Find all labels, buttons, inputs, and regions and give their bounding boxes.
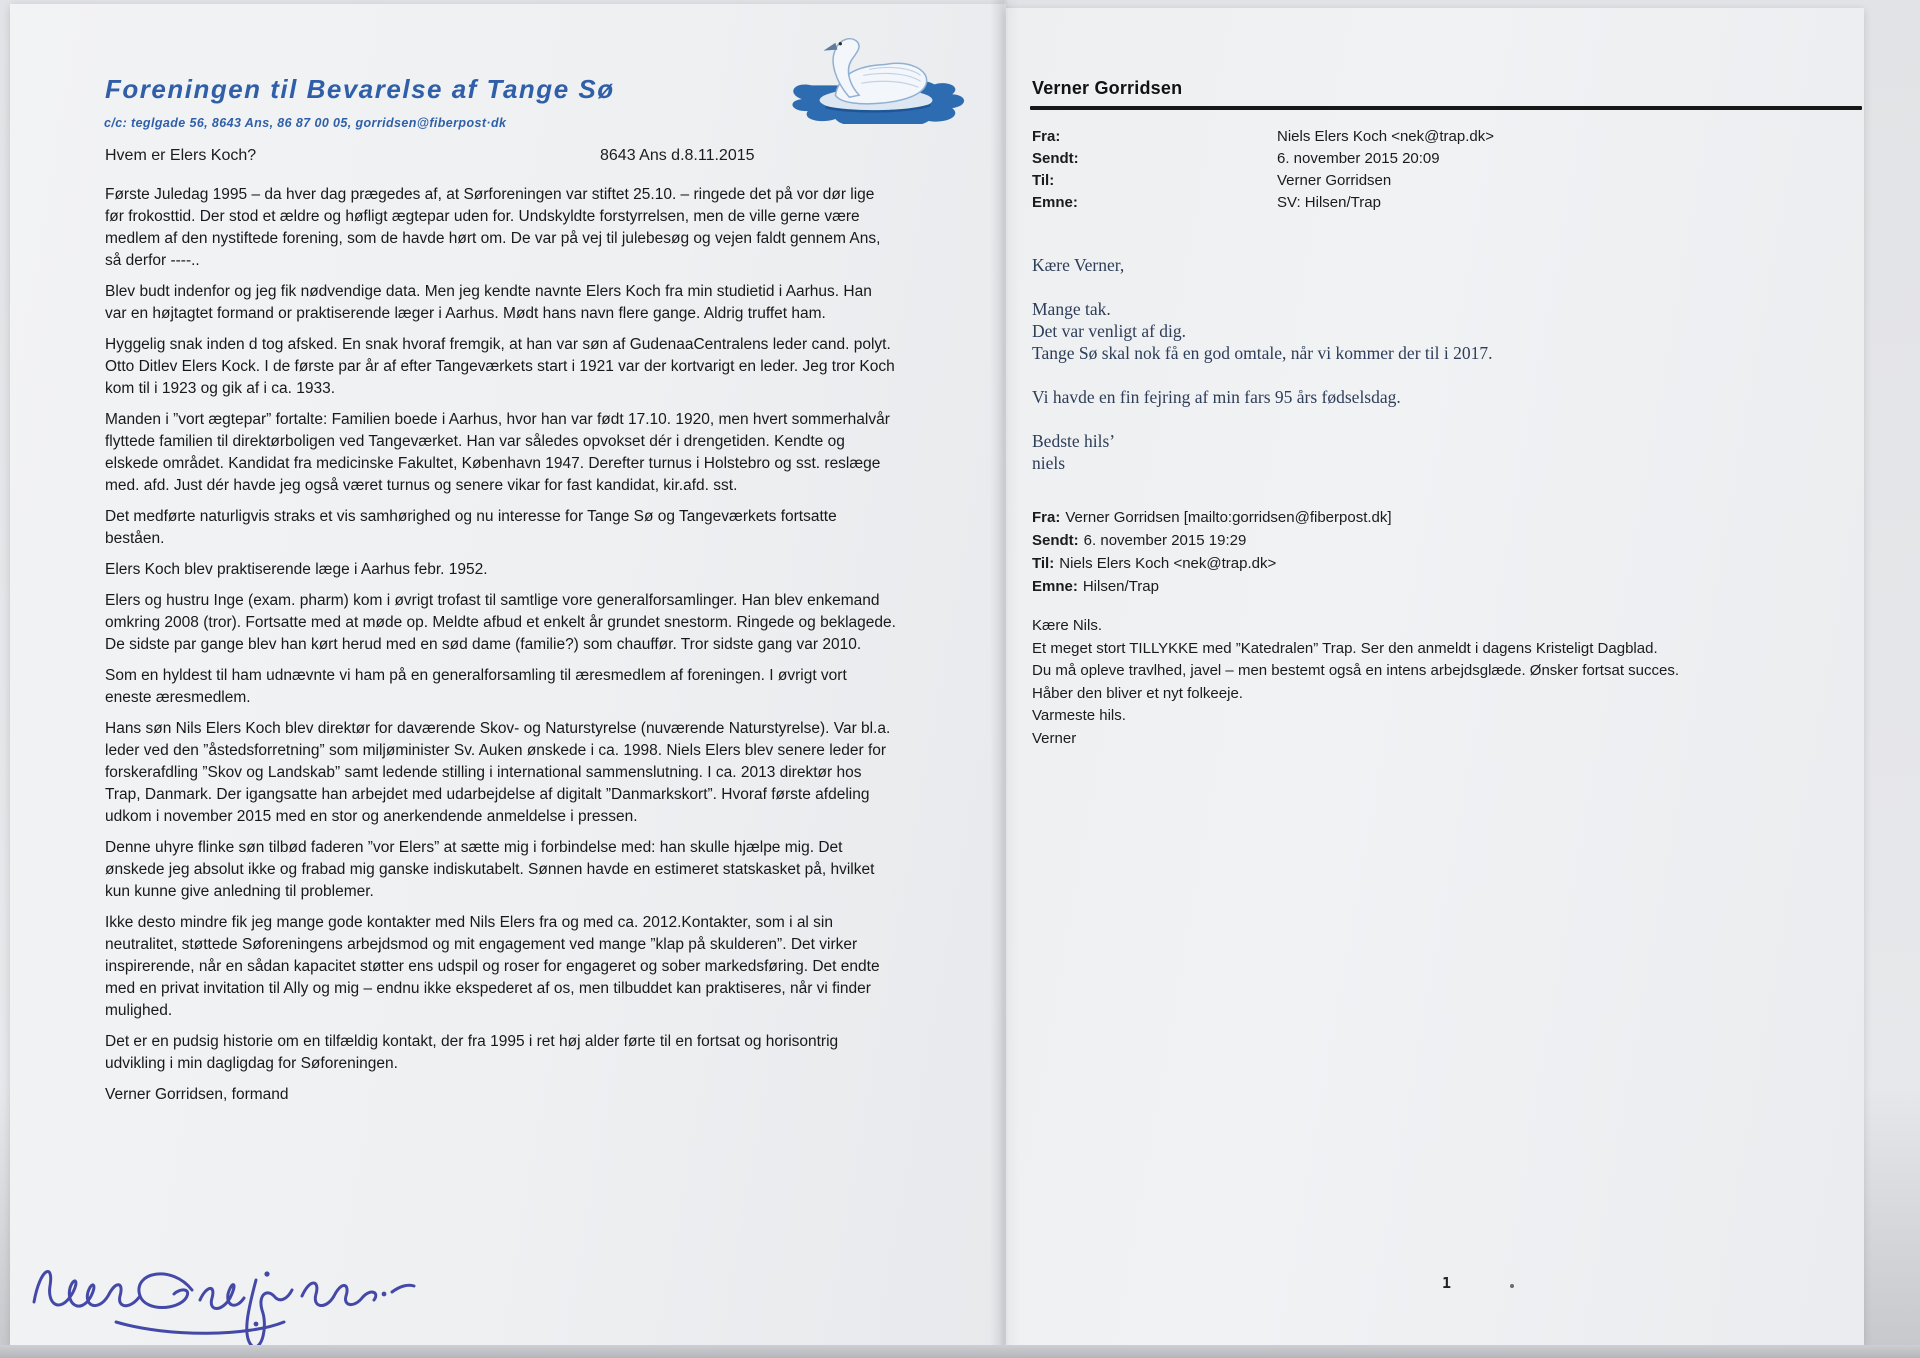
- org-contact-line: c/c: teglgade 56, 8643 Ans, 86 87 00 05, gorridsen@fiberpost·dk: [104, 116, 507, 130]
- field-label: Fra:: [1032, 509, 1061, 526]
- field-label: Sendt:: [1032, 150, 1079, 167]
- field-value: Niels Elers Koch <nek@trap.dk>: [1059, 555, 1277, 572]
- field-label: Emne:: [1032, 194, 1078, 211]
- letter-page: [10, 4, 1006, 1346]
- email-header-fields: [1032, 128, 1494, 216]
- header-row-to: [1032, 172, 1494, 194]
- field-label: Til:: [1032, 172, 1055, 189]
- email-body-line: Kære Verner,: [1032, 255, 1125, 275]
- field-value: Verner Gorridsen: [1277, 172, 1392, 189]
- quoted-header-to: [1032, 552, 1392, 575]
- paragraph: Ikke desto mindre fik jeg mange gode kontakter med Nils Elers fra og med ca. 2012.Kontakter, som i al sin neutralitet, støttede Søforeningens arbejdsmod og mit engagement ved mange ”klap på skulderen”. Det virker inspirerende, når en sådan kapacitet støtter ens udspil og roser for engageret og sober markedsføring. Det endte med en privat invitation til Ally og mig – endnu ikke ekspederet af os, men tilbuddet kan praktiseres, når vi finder mulighed.: [105, 914, 880, 1019]
- field-label: Emne:: [1032, 578, 1078, 595]
- field-label: Sendt:: [1032, 532, 1079, 549]
- field-value: Hilsen/Trap: [1082, 578, 1159, 595]
- field-value: Niels Elers Koch <nek@trap.dk>: [1277, 128, 1494, 145]
- page-number: 1: [1442, 1274, 1452, 1292]
- signoff-name: Verner Gorridsen, formand: [105, 1086, 289, 1103]
- header-row-subject: [1032, 194, 1494, 216]
- swan-beak: [824, 43, 838, 51]
- paragraph: Første Juledag 1995 – da hver dag prægedes af, at Sørforeningen var stiftet 25.10. – ringede det på vor dør lige før frokosttid. Der stod et ældre og høfligt ægtepar uden for. Undskyldte forstyrrelsen, men de ville gerne være medlem af den nystiftede forening, som de havde hørt om. De var på vej til julebesøg og vejen faldt gennem Ans, så derfor ----..: [105, 186, 881, 269]
- handwritten-signature: [20, 1254, 430, 1346]
- email-body-line: Det var venligt af dig.: [1032, 321, 1187, 341]
- quoted-email-body: [1032, 615, 1852, 750]
- email-body-line: Vi havde en fin fejring af min fars 95 års fødselsdag.: [1032, 387, 1401, 407]
- paragraph: Som en hyldest til ham udnævnte vi ham på en generalforsamling til æresmedlem af foreningen. I øvrigt vort eneste æresmedlem.: [105, 667, 847, 706]
- quoted-body-line: Kære Nils.: [1032, 617, 1103, 634]
- email-body: [1032, 254, 1844, 474]
- email-body-line: Mange tak.: [1032, 299, 1111, 319]
- letter-dateline: 8643 Ans d.8.11.2015: [600, 147, 755, 164]
- field-label: Fra:: [1032, 128, 1061, 145]
- paragraph: Det er en pudsig historie om en tilfældig kontakt, der fra 1995 i ret høj alder førte til en fortsat og horisontrig udvikling i min dagligdag for Søforeningen.: [105, 1033, 839, 1072]
- email-body-line: [1032, 408, 1844, 430]
- email-body-line: Tange Sø skal nok få en god omtale, når vi kommer der til i 2017.: [1032, 343, 1493, 363]
- table-surface-edge: [0, 1345, 1920, 1358]
- quoted-body-line: Varmeste hils.: [1032, 707, 1126, 724]
- paragraph: Elers og hustru Inge (exam. pharm) kom i øvrigt trofast til samtlige vore generalforsamlinger. Han blev enkemand omkring 2008 (tror). Fortsatte med at møde op. Meldte afbud et enkelt år grundet snestorm. Ringede og beklagede. De sidste par gange blev han kørt herud med en sød dame (familie?) som chauffør. Tror sidste gang var 2010.: [105, 592, 896, 653]
- quoted-header-from: [1032, 506, 1392, 529]
- title-rule: [1030, 106, 1862, 110]
- paragraph: Hyggelig snak inden d tog afsked. En snak hvoraf fremgik, at han var søn af GudenaaCentralens leder cand. polyt. Otto Ditlev Elers Kock. I de første par år af efter Tangeværkets start i 1921 var der kortvarigt en leder. Jeg tror Koch kom til i 1923 og gik af i ca. 1933.: [105, 336, 895, 397]
- field-value: 6. november 2015 19:29: [1083, 532, 1247, 549]
- paragraph: Elers Koch blev praktiserende læge i Aarhus febr. 1952.: [105, 561, 488, 578]
- quoted-email-header: [1032, 506, 1392, 598]
- paragraph: Manden i ”vort ægtepar” fortalte: Familien boede i Aarhus, hvor han var født 17.10. 1920, men hvert sommerhalvår flyttede familien til direktørboligen ved Tangeværket. Han var således opvokset dér i drengetiden. Kendte og elskede området. Kandidat fra medicinske Fakultet, København 1947. Derefter turnus i Holstebro og sst. reslæge med. afd. Just dér havde jeg også været turnus og senere vikar for fast kandidat, kir.afd. sst.: [105, 411, 890, 494]
- email-body-line: niels: [1032, 453, 1066, 473]
- email-page: [1006, 8, 1864, 1346]
- swan-logo-icon: [778, 10, 976, 124]
- paragraph: Det medførte naturligvis straks et vis samhørighed og nu interesse for Tange Sø og Tangeværkets fortsatte beståen.: [105, 508, 837, 547]
- quoted-body-line: Et meget stort TILLYKKE med ”Katedralen” Trap. Ser den anmeldt i dagens Kristeligt Dagblad.: [1032, 639, 1658, 657]
- quoted-body-line: Verner: [1032, 729, 1077, 747]
- org-name: Foreningen til Bevarelse af Tange Sø: [105, 74, 615, 104]
- email-body-line: [1032, 276, 1844, 298]
- letter-body: [105, 184, 897, 1115]
- page-fold-shadow: [990, 0, 1020, 1358]
- quoted-body-line: Håber den bliver et nyt folkeeje.: [1032, 684, 1243, 702]
- field-label: Til:: [1032, 555, 1055, 572]
- email-body-line: [1032, 364, 1844, 386]
- paragraph: Hans søn Nils Elers Koch blev direktør for daværende Skov- og Naturstyrelse (nuværende Naturstyrelse). Var bl.a. leder ved den ”åstedsforretning” som miljøminister Sv. Auken ønskede i ca. 1998. Niels Elers blev senere leder for forskerafdling ”Skov og Landskab” samt ledende stilling i international sammenslutning. I ca. 2013 direktør hos Trap, Danmark. Der igangsatte han arbejdet med udarbejdelse af digitalt ”Danmarkskort”. Hvoraf første afdeling udkom i november 2015 med en stor og anerkendende anmeldelse i pressen.: [105, 720, 891, 825]
- quoted-header-sent: [1032, 529, 1392, 552]
- quoted-header-subject: [1032, 575, 1392, 598]
- header-row-from: [1032, 128, 1494, 150]
- email-owner-title: Verner Gorridsen: [1032, 78, 1183, 98]
- header-row-sent: [1032, 150, 1494, 172]
- paragraph: Denne uhyre flinke søn tilbød faderen ”vor Elers” at sætte mig i forbindelse med: han skulle hjælpe mig. Det ønskede jeg absolut ikke og frabad mig ganske indiskutabelt. Sønnen havde en estimeret statskasket på, hvilket kun kunne give anledning til problemer.: [105, 839, 875, 900]
- field-value: SV: Hilsen/Trap: [1277, 194, 1381, 211]
- field-value: 6. november 2015 20:09: [1277, 150, 1440, 167]
- stray-dot: [1510, 1284, 1514, 1288]
- paragraph: Blev budt indenfor og jeg fik nødvendige data. Men jeg kendte navnte Elers Koch fra min studietid i Aarhus. Han var en højtagtet formand or praktiserende læger i Aarhus. Mødt hans navn flere gange. Aldrig truffet ham.: [105, 283, 872, 322]
- quoted-body-line: Du må opleve travlhed, javel – men bestemt også en intens arbejdsglæde. Ønsker fortsat succes.: [1032, 662, 1679, 679]
- swan-eye: [839, 42, 842, 45]
- field-value: Verner Gorridsen [mailto:gorridsen@fiberpost.dk]: [1065, 509, 1392, 526]
- letter-title: Hvem er Elers Koch?: [105, 147, 257, 164]
- email-body-line: Bedste hils’: [1032, 431, 1116, 451]
